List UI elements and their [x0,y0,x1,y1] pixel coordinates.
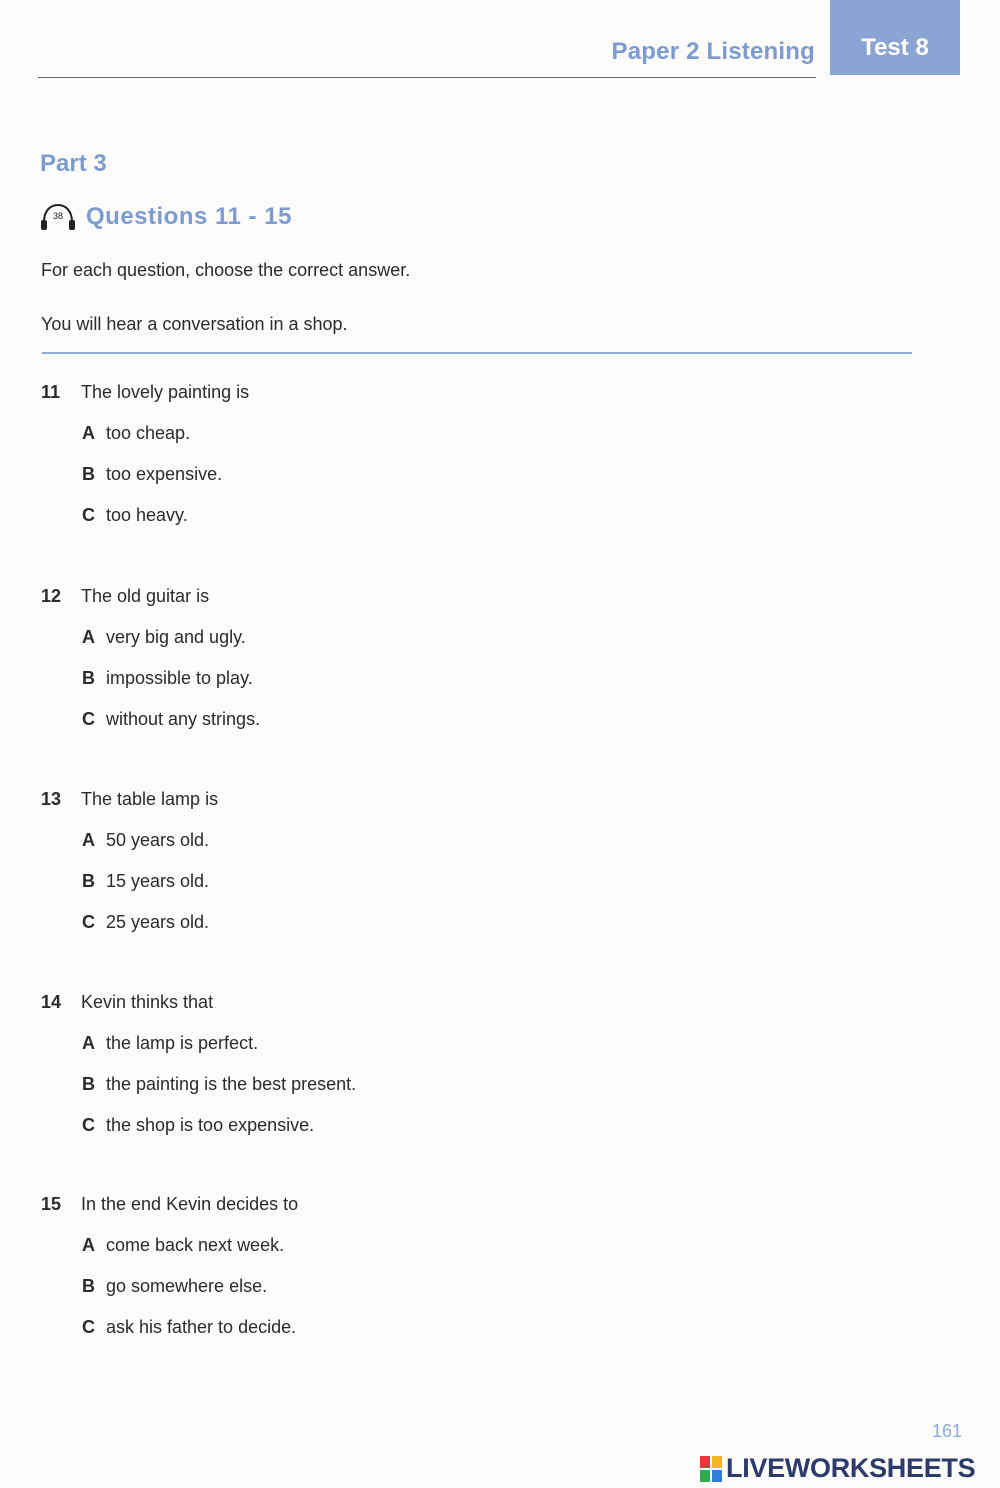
option-letter: B [82,871,95,891]
liveworksheets-logo-icon [700,1456,722,1482]
question-number: 14 [41,992,62,1012]
question-number: 15 [41,1194,62,1214]
option-text: 25 years old. [106,912,210,932]
option-letter: C [82,1115,95,1135]
option-letter: A [82,1235,95,1255]
option-a[interactable] [41,1233,741,1257]
watermark-text: LIVEWORKSHEETS [726,1453,976,1483]
option-text: come back next week. [106,1235,285,1255]
question-number: 13 [41,789,62,809]
option-letter: B [82,1276,95,1296]
option-letter: A [82,423,95,443]
question-13 [41,787,741,934]
option-text: very big and ugly. [106,627,246,647]
option-b[interactable] [41,1072,741,1096]
track-number: 38 [52,211,64,221]
option-a[interactable] [41,1031,741,1055]
question-text: The old guitar is [81,586,210,606]
question-stem [41,584,741,608]
option-letter: A [82,830,95,850]
question-14 [41,990,741,1137]
context-text: You will hear a conversation in a shop. [41,314,348,334]
option-text: impossible to play. [106,668,253,688]
option-c[interactable] [41,1113,741,1137]
option-text: the painting is the best present. [106,1074,357,1094]
option-letter: C [82,709,95,729]
questions-heading [40,202,292,232]
instruction-text: For each question, choose the correct answer. [41,260,411,280]
option-text: too heavy. [106,505,188,525]
test-tab [830,0,960,75]
option-b[interactable] [41,666,741,690]
option-text: ask his father to decide. [106,1317,297,1337]
question-stem [41,380,741,404]
option-letter: A [82,1033,95,1053]
option-c[interactable] [41,910,741,934]
option-b[interactable] [41,1274,741,1298]
option-c[interactable] [41,1315,741,1339]
questions-title: Questions 11 - 15 [86,203,292,230]
question-text: The lovely painting is [81,382,250,402]
page-number: 161 [932,1421,963,1441]
header-divider [38,77,816,78]
option-letter: B [82,1074,95,1094]
option-c[interactable] [41,503,741,527]
option-text: the shop is too expensive. [106,1115,315,1135]
option-text: too cheap. [106,423,191,443]
option-text: go somewhere else. [106,1276,268,1296]
option-b[interactable] [41,462,741,486]
question-12 [41,584,741,731]
option-a[interactable] [41,421,741,445]
question-text: Kevin thinks that [81,992,214,1012]
option-letter: A [82,627,95,647]
question-text: The table lamp is [81,789,219,809]
option-text: 50 years old. [106,830,210,850]
option-letter: B [82,668,95,688]
test-tab-label: Test 8 [861,33,929,61]
option-b[interactable] [41,869,741,893]
option-letter: B [82,464,95,484]
question-text: In the end Kevin decides to [81,1194,299,1214]
question-15 [41,1192,741,1339]
option-text: the lamp is perfect. [106,1033,259,1053]
option-a[interactable] [41,828,741,852]
question-stem [41,1192,741,1216]
option-text: 15 years old. [106,871,210,891]
liveworksheets-watermark[interactable] [700,1453,975,1484]
headphones-icon [40,202,76,232]
question-number: 11 [41,382,61,402]
option-letter: C [82,505,95,525]
question-11 [41,380,741,527]
question-stem [41,990,741,1014]
option-letter: C [82,1317,95,1337]
option-letter: C [82,912,95,932]
header-title: Paper 2 Listening [611,38,815,65]
part-title: Part 3 [40,150,107,177]
question-stem [41,787,741,811]
section-divider [42,352,912,354]
question-number: 12 [41,586,62,606]
option-c[interactable] [41,707,741,731]
option-text: too expensive. [106,464,223,484]
option-text: without any strings. [106,709,261,729]
option-a[interactable] [41,625,741,649]
